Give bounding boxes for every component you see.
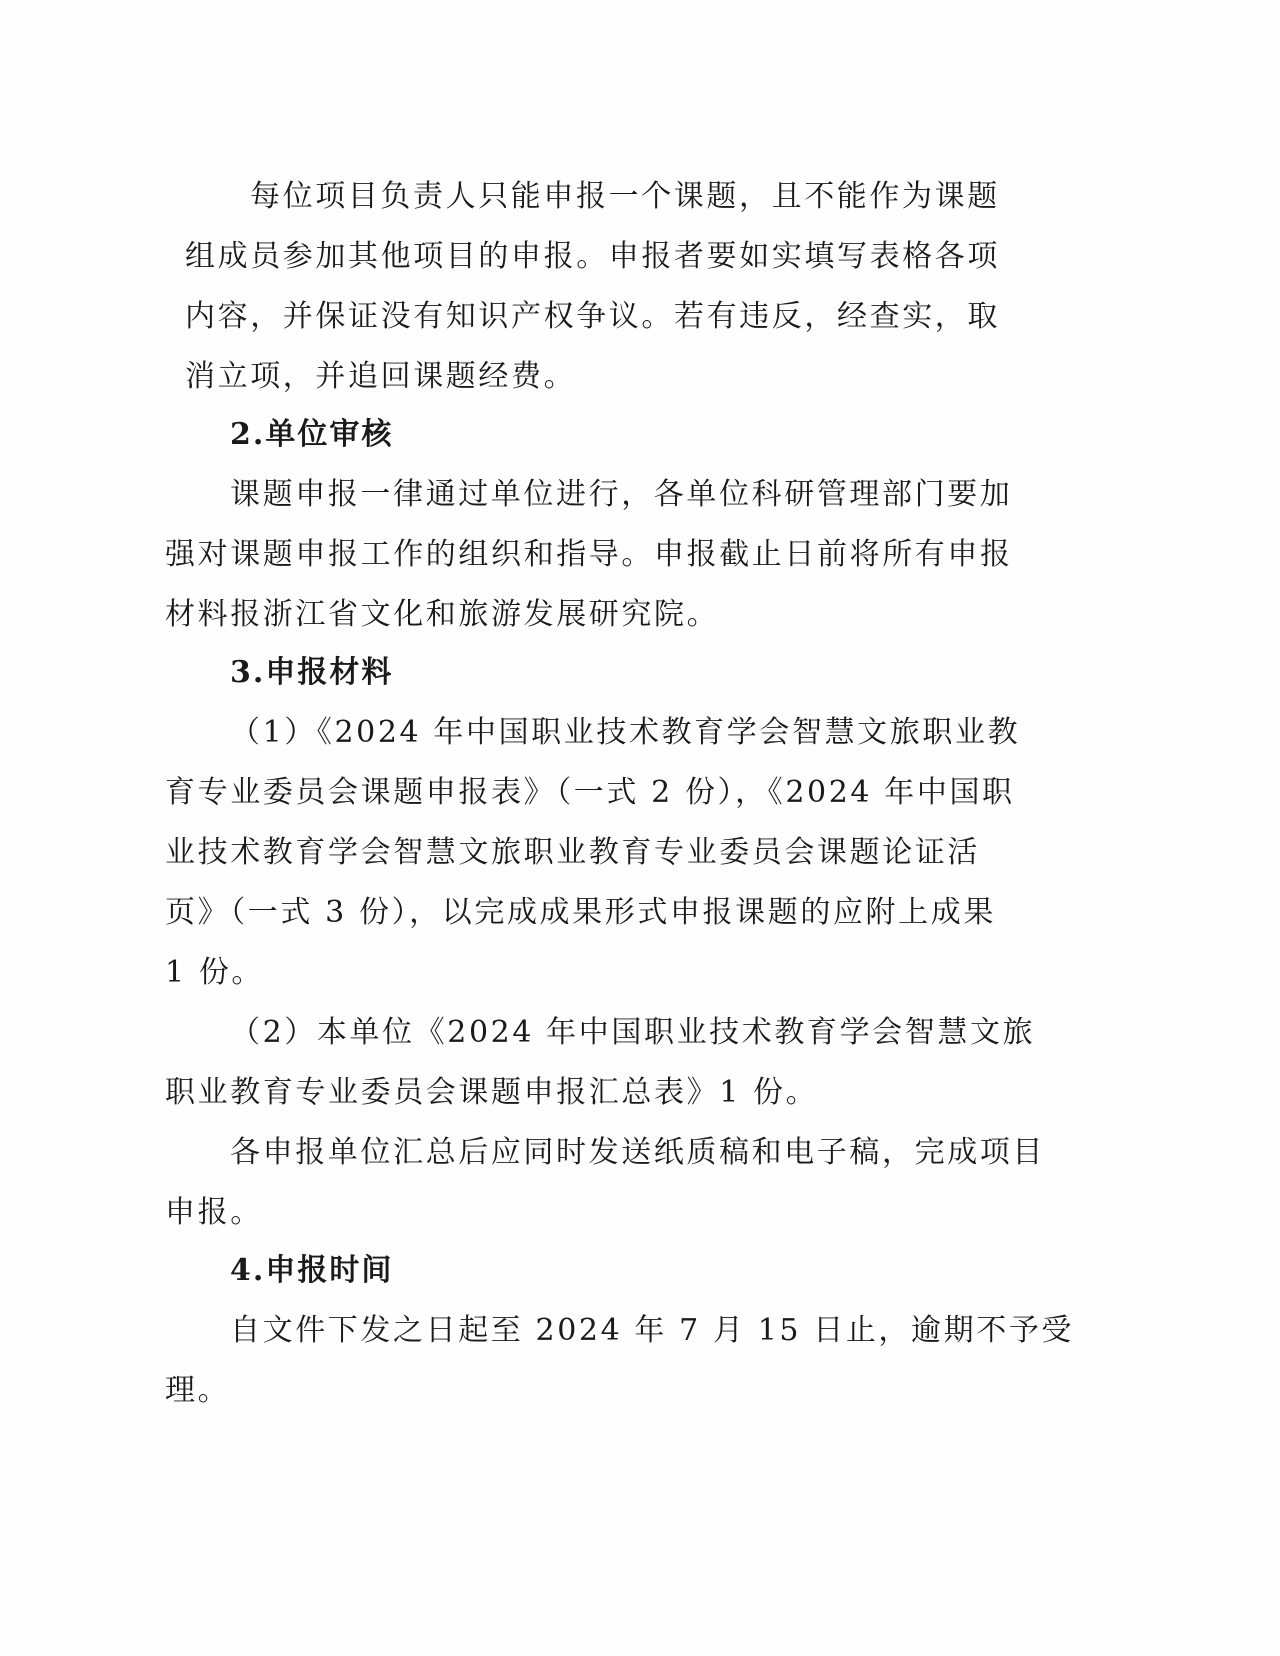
paragraph-line: 材料报浙江省文化和旅游发展研究院。: [165, 597, 720, 632]
paragraph-line: （1）《2024 年中国职业技术教育学会智慧文旅职业教: [230, 715, 1021, 750]
section-heading: 2.单位审核: [230, 417, 394, 452]
paragraph-line: 自文件下发之日起至 2024 年 7 月 15 日止，逾期不予受: [230, 1313, 1075, 1348]
paragraph-line: 业技术教育学会智慧文旅职业教育专业委员会课题论证活: [165, 835, 980, 870]
paragraph-line: 页》（一式 3 份），以完成成果形式申报课题的应附上成果: [165, 895, 996, 930]
paragraph-line: 职业教育专业委员会课题申报汇总表》1 份。: [165, 1075, 819, 1110]
paragraph-line: 各申报单位汇总后应同时发送纸质稿和电子稿，完成项目: [230, 1135, 1045, 1170]
paragraph-line: 育专业委员会课题申报表》（一式 2 份），《2024 年中国职: [165, 775, 1015, 810]
paragraph-line: （2）本单位《2024 年中国职业技术教育学会智慧文旅: [230, 1015, 1036, 1050]
paragraph-line: 1 份。: [165, 955, 265, 990]
paragraph-line: 课题申报一律通过单位进行，各单位科研管理部门要加: [230, 477, 1013, 512]
section-heading: 4.申报时间: [230, 1253, 394, 1288]
paragraph-line: 理。: [165, 1373, 231, 1408]
paragraph-line: 申报。: [165, 1195, 263, 1230]
paragraph-line: 强对课题申报工作的组织和指导。申报截止日前将所有申报: [165, 537, 1013, 572]
paragraph-line: 内容，并保证没有知识产权争议。若有违反，经查实，取: [185, 299, 1000, 334]
section-heading: 3.申报材料: [230, 655, 394, 690]
paragraph-line: 消立项，并追回课题经费。: [185, 359, 577, 394]
paragraph-line: 组成员参加其他项目的申报。申报者要如实填写表格各项: [185, 239, 1000, 274]
paragraph-line: 每位项目负责人只能申报一个课题，且不能作为课题: [250, 179, 1000, 214]
